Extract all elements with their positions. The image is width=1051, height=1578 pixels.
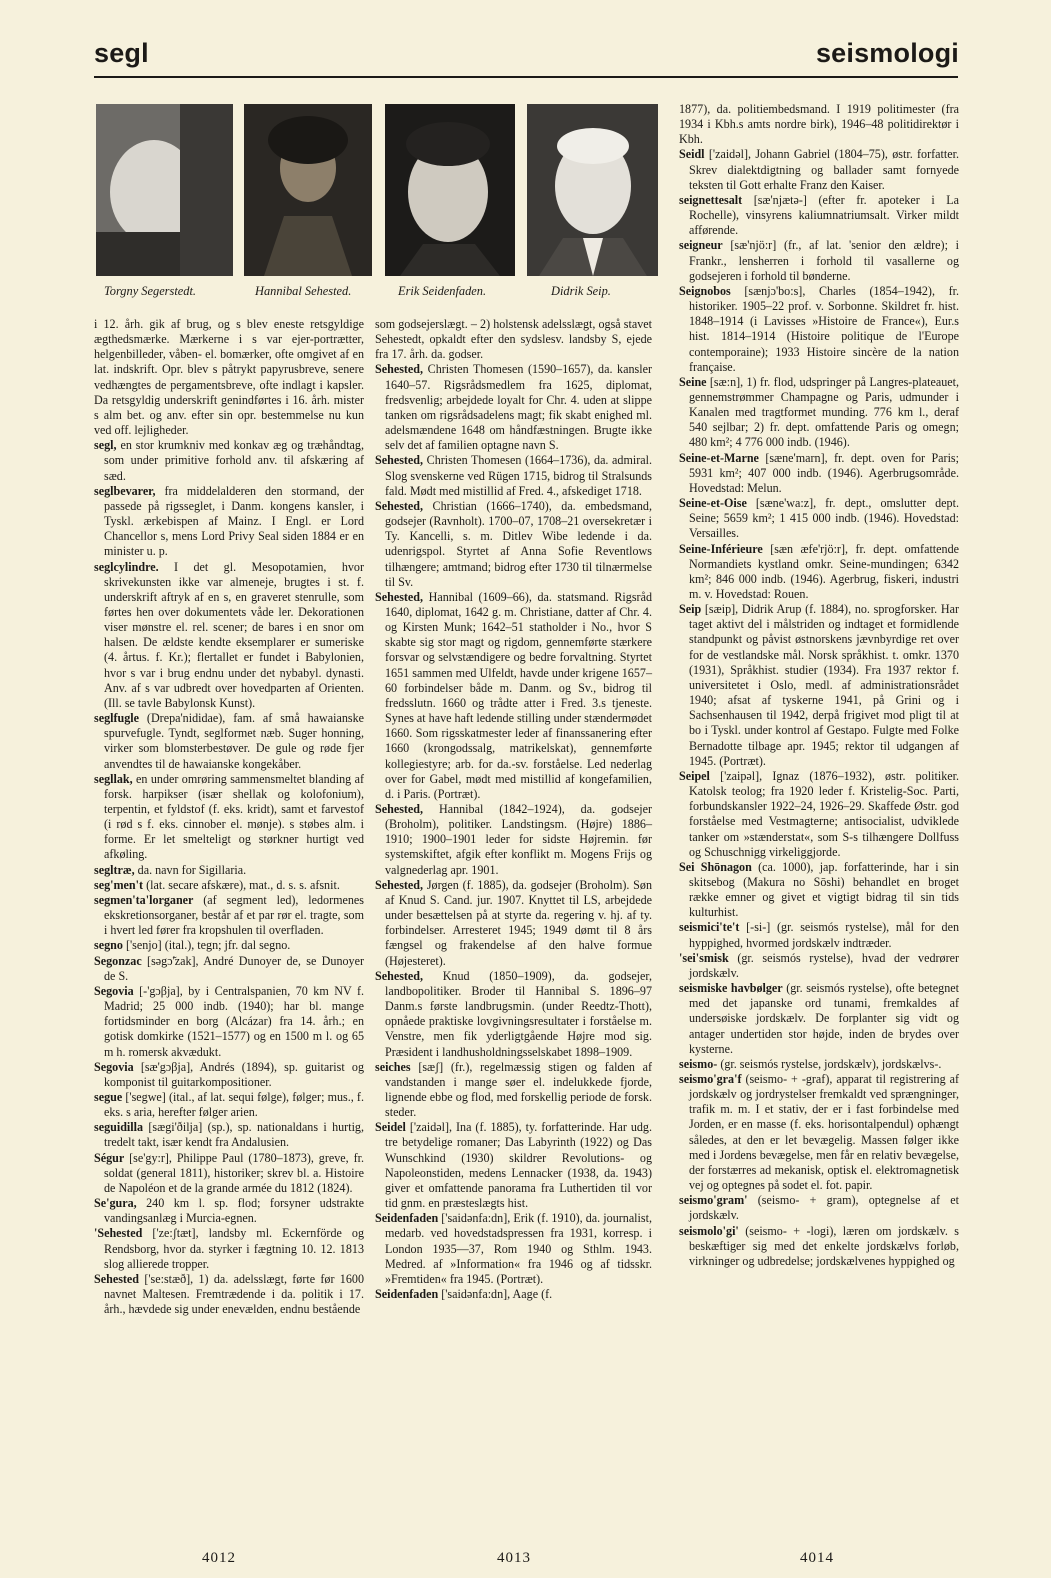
entry-text: ['zaipəl], Ignaz (1876–1932), østr. politiker. Katolsk teolog; fra 1920 leder f. Kristelig-Soc. Parti, forbundskansler 1922–24, 1926–29. Skaffede Østr. god forståelse med Vestmagterne; antisocialist, udviklede tanker om »stænderstat«, som S-s tilhængere Dollfuss og Schuschnigg virkeliggjorde.: [689, 768, 959, 859]
entry-headword: seglbevarer,: [94, 483, 156, 498]
entry-headword: Segovia: [94, 1059, 134, 1074]
dictionary-entry: [375, 362, 652, 453]
entry-headword: Sehested: [94, 1271, 140, 1286]
entry-headword: Sehested,: [375, 802, 424, 816]
entry-headword: Seine-et-Marne: [679, 450, 759, 465]
entry-text: [səgɔ̃'zak], André Dunoyer de, se Dunoyer de S.: [104, 953, 364, 983]
dictionary-entry: [679, 981, 959, 1057]
entry-text: [sæ:n], 1) fr. flod, udspringer på Langres-plateauet, gennemstrømmer Champagne og Paris, udmunder i Kanalen med tragtformet munding. 776 km l., deraf 540 sejlbar; 2) fr. dept. omfattende Paris og omegn; 480 km²; 4 776 000 indb. (1946).: [689, 374, 959, 450]
entry-headword: Seine-et-Oise: [679, 496, 747, 511]
dictionary-entry: [375, 1120, 652, 1211]
entry-text: Christian (1666–1740), da. embedsmand, godsejer (Ravnholt). 1700–07, 1708–21 oversekretær i Ty. Kancelli, s. m. Ditlev Wibe ledende i da. udenrigspol. Styrtet af Anna Sofie Reventlows tilhængere; amtmand; bidrog efter 1730 til tilnærmelse til Sv.: [385, 498, 653, 589]
entry-text: [sæne'wa:z], fr. dept., omslutter dept. Seine; 5659 km²; 1 415 000 indb. (1946). Hovedstad: Versailles.: [689, 496, 959, 541]
dictionary-entry: [94, 893, 364, 938]
entry-text: ['saidənfa:dn], Aage (f.: [441, 1287, 553, 1301]
entry-headword: Seine: [679, 374, 707, 389]
dictionary-entry: [375, 1211, 652, 1287]
entry-headword: seismiske havbølger: [679, 981, 783, 996]
dictionary-entry: [94, 560, 364, 712]
entry-text: i 12. årh. gik af brug, og s blev eneste retsgyldige ægthedsmærke. Mærkerne i s var ejer-portrætter, helgenbilleder, våben- el. bomærker, ofte omgivet af en lat. indskrift. Opr. blev s påtrykt papyrusbreve, senere vedhængtes de pergamentsbreve, ofte indlagt i kapsler. Da retsgyldig underskrift genindførtes i 16. årh. mister s alm bet. og anv. efter sin opr. bestemmelse nu kun ved off. lejligheder.: [94, 317, 364, 438]
dictionary-entry: [375, 499, 652, 590]
entry-text: (seismo- + -graf), apparat til registrering af jordskælv og jordrystelser fremkaldt ved sprængninger, trafik m. m. I et stativ, der er i fast forbindelse med Jorden, er en masse (f. eks. horisontalpendul) ophængt således, at den er let bevægelig. Massen følger ikke med i Jordens bevægelse, men får en relativ bevægelse, der forstærres ad mekanisk, optisk el. elektromagnetisk vej og optegnes på sodet el. fot. papir.: [689, 1072, 959, 1193]
entry-text: [sæne'marn], fr. dept. oven for Paris; 5931 km²; 407 000 indb. (1946). Agerbrugsområde. Hovedstad: Melun.: [689, 450, 960, 495]
entry-text: ['zaidəl], Johann Gabriel (1804–75), østr. forfatter. Skrev dialektdigtning og ballader samt fornyede teksten til Gott erhalte Franz den Kaiser.: [689, 147, 959, 192]
dictionary-entry: [679, 284, 959, 375]
entry-text: 240 km l. sp. flod; forsyner udstrakte vandingsanlæg i Murcia-egnen.: [104, 1196, 364, 1226]
dictionary-entry: [94, 711, 364, 772]
entry-text: en stor krumkniv med konkav æg og træhåndtag, som under primitive forhold anv. til afskæring af sæd.: [104, 438, 364, 483]
dictionary-entry: [94, 1060, 364, 1090]
portrait-seidenfaden: [385, 104, 515, 276]
entry-headword: seguidilla: [94, 1120, 144, 1135]
entry-headword: Sei Shōnagon: [679, 859, 752, 874]
portrait-segerstedt: [96, 104, 233, 276]
dictionary-entry: [94, 1120, 364, 1150]
entry-headword: seglfugle: [94, 711, 140, 726]
entry-headword: seignettesalt: [679, 192, 743, 207]
entry-headword: seigneur: [679, 238, 723, 253]
entry-headword: Seidl: [679, 147, 705, 162]
entry-text: ['senjo] (ital.), tegn; jfr. dal segno.: [125, 938, 291, 953]
entry-headword: segl,: [94, 438, 117, 453]
dictionary-entry: [679, 1072, 959, 1193]
entry-headword: seismolo'gi': [679, 1223, 739, 1238]
dictionary-entry: [94, 1090, 364, 1120]
entry-text: (seismo- + gram), optegnelse af et jordskælv.: [689, 1193, 960, 1223]
entry-text: (lat. secare afskære), mat., d. s. s. afsnit.: [146, 877, 340, 892]
dictionary-entry: [94, 317, 364, 438]
entry-text: ['saidənfa:dn], Erik (f. 1910), da. journalist, medarb. ved hovedstadspressen fra 1931, korresp. i London 1935—37, Rom 1940 og Sthlm. 1943. Medred. af »Information« fra 1946 og af tidsskr. »Fremtiden« fra 1945. (Portræt).: [385, 1211, 652, 1286]
entry-text: Hannibal (1609–66), da. statsmand. Rigsråd 1640, diplomat, 1642 g. m. Christiane, datter af Chr. 4. og Kirsten Munk; 1642–51 statholder i No., hvor S skabte sig stor magt og rigdom, gennemførte stærkere forsvar og selvstændigere og bedre forvaltning. Styrtet 1651 sammen med Ulfeldt, havde under krigene 1657–60 forbindelser både m. Danm. og Sv., bidrog til fredsslutn. 1660 og trådte atter i Fred. 3.s tjeneste. Synes at have haft ledende stilling under stændermødet 1660. Som rigsskatmester leder af finanssanering efter 1660 (krongodssalg, matrikelskat), gennemførte kollegiestyre; arb. for da.-sv. forståelse. Led nederlag over for Gabel, mødt med mistillid af kongefamilien, d. i Paris. (Portræt).: [385, 589, 653, 801]
portrait-seip: [527, 104, 658, 276]
dictionary-entry: [679, 496, 959, 541]
entry-text: [se'gy:r], Philippe Paul (1780–1873), greve, fr. soldat (general 1811), historiker; skrev bl. a. Histoire de Napoléon et de la grande armée du 1812 (1824).: [104, 1150, 364, 1195]
dictionary-entry: [94, 878, 364, 893]
page-number-left: 4012: [202, 1550, 236, 1566]
entry-headword: Se'gura,: [94, 1196, 137, 1211]
caption-seip: Didrik Seip.: [551, 284, 611, 298]
entry-headword: seglcylindre.: [94, 559, 159, 574]
dictionary-entry: [94, 1196, 364, 1226]
dictionary-entry: [679, 769, 959, 860]
entry-text: da. navn for Sigillaria.: [137, 862, 247, 877]
dictionary-entry: [679, 238, 959, 283]
entry-headword: seismo'gram': [679, 1193, 748, 1208]
entry-headword: Segovia: [94, 983, 134, 998]
entry-headword: Ségur: [94, 1150, 125, 1165]
entry-text: (ca. 1000), jap. forfatterinde, har i sin skitsebog (Makura no Sōshi) behandlet en broget række emner og givet et vigtigt bidrag til sin tids kulturhist.: [689, 859, 959, 920]
dictionary-entry: [94, 1151, 364, 1196]
dictionary-entry: [679, 602, 959, 769]
entry-headword: seiches: [375, 1059, 411, 1074]
entry-text: ['zaidəl], Ina (f. 1885), ty. forfatterinde. Har udg. tre betydelige romaner; Das Labyrinth (1922) og Das Wunschkind (1930) skildrer Revolutions- og Napoleonstiden, medens Lennacker (1938, da. 1943) giver et omfattende panorama fra Luthertiden til vor tid gnm. en præsteslægts hist.: [385, 1120, 652, 1211]
dictionary-entry: [679, 375, 959, 451]
dictionary-entry: [94, 484, 364, 560]
entry-text: [sæʃ] (fr.), regelmæssig stigen og falden af vandstanden i mange søer el. indelukkede fjorde, lignende ebbe og flod, med forskellig periode de forsk. steder.: [385, 1059, 652, 1120]
entry-text: ['se:stæð], 1) da. adelsslægt, førte før 1600 navnet Maltesen. Fremtrædende i da. politik i 17. årh., hævdede sig under enevælden, endnu bestående: [104, 1271, 364, 1317]
entry-text: I det gl. Mesopotamien, hvor skrivekunsten ikke var almeneje, brugtes i st. f. underskrift aftryk af en s, en graveret stenrulle, som førtes hen over dokumentets våde ler. Dekorationen viser mønstre el. rel. scener; de bares i en snor om halsen. De ældste kendte eksemplarer er sumeriske (4. årtus. f. Kr.); flertallet er fundet i Babylonien, hvor s var i brug endnu under det nybabyl. dynasti. Anv. af s var udbredt over hovedparten af Orienten. (Ill. se tavle Babylonsk Kunst).: [104, 559, 364, 710]
entry-headword: seismo'gra'f: [679, 1072, 742, 1086]
dictionary-entry: [679, 860, 959, 921]
dictionary-entry: [679, 951, 959, 981]
entry-text: Christen Thomesen (1664–1736), da. admiral. Slog svenskerne ved Rügen 1715, bidrog til Stralsunds fald. Mødt med mistillid af Fred. 4., afskediget 1718.: [385, 453, 652, 498]
dictionary-entry: [679, 147, 959, 192]
entry-text: [sæ'njö:r] (fr., af lat. 'senior den ældre); i Frankr., lensherren i forhold til vasallerne og godsejeren i forhold til bønderne.: [689, 238, 959, 283]
entry-headword: segltræ,: [94, 862, 135, 877]
entry-headword: segllak,: [94, 771, 133, 786]
entry-headword: Sehested,: [375, 362, 424, 377]
page-number-middle: 4013: [497, 1550, 531, 1566]
entry-text: en under omrøring sammensmeltet blanding af forsk. harpikser (især shellak og kolofonium), terpentin, et fyldstof (f. eks. kridt), samt et farvestof (i rød s f. eks. cinnober el. mønje). s støbes alm. i forme. Er let smelteligt og størkner hurtigt ved afkøling.: [104, 771, 364, 862]
entry-headword: Seidenfaden: [375, 1211, 439, 1226]
caption-sehested: Hannibal Sehested.: [255, 284, 352, 298]
entry-text: ['ze:ʃtæt], landsby ml. Eckernförde og Rendsborg, hvor da. styrker i fægtning 10. 12. 1813 slog allierede tropper.: [104, 1226, 364, 1271]
entry-headword: seismici'te't: [679, 920, 740, 935]
entry-headword: segmen'ta'lorganer: [94, 892, 194, 907]
entry-text: (Drepa'nididae), fam. af små hawaianske spurvefugle. Tyndt, seglformet næb. Suger honning, virker som blomsterbestøver. De gule og røde fjer anvendtes til de hawaianske kongekåber.: [104, 711, 365, 771]
dictionary-entry: [94, 772, 364, 863]
entry-text: [-'gɔβja], by i Centralspanien, 70 km NV f. Madrid; 25 000 indb. (1940); har bl. mange fortidsminder en borg (Alcázar) fra 14. årh.; en gotisk domkirke (1521–1577) og en 1500 m l. og 65 m h. romersk akvædukt.: [104, 983, 365, 1059]
entry-headword: Sehested,: [375, 498, 424, 513]
caption-seidenfaden: Erik Seidenfaden.: [398, 284, 487, 298]
entry-text: (gr. seismós rystelse), hvad der vedrører jordskælv.: [689, 950, 959, 980]
entry-headword: seismo-: [679, 1056, 718, 1071]
entry-headword: Sehested,: [375, 968, 424, 983]
entry-text: [sæ'gɔβja], Andrés (1894), sp. guitarist og komponist til guitarkompositioner.: [104, 1059, 364, 1089]
entry-headword: segue: [94, 1089, 123, 1104]
entry-headword: 'Sehested: [94, 1226, 143, 1241]
entry-text: Christen Thomesen (1590–1657), da. kansler 1640–57. Rigsrådsmedlem fra 1625, diplomat, fredsvenlig; arbejdede loyalt for Chr. 4. uden at slippe tanken om rigsrådsadelens magt; fik skabt enighed ml. adelsmændene 1648 om håndfæstningen. Brugte ikke selv det af familien optagne navn S.: [385, 362, 652, 453]
entry-headword: Seidenfaden: [375, 1287, 439, 1301]
dictionary-entry: [94, 984, 364, 1060]
dictionary-entry: [375, 878, 652, 969]
dictionary-entry: [94, 1272, 364, 1317]
entry-headword: Segonzac: [94, 953, 142, 968]
entry-headword: Seidel: [375, 1120, 406, 1135]
dictionary-entry: [679, 920, 959, 950]
dictionary-entry: [679, 451, 959, 496]
dictionary-entry: [375, 1287, 652, 1302]
dictionary-entry: [94, 954, 364, 984]
entry-text: [sænjɔ'bo:s], Charles (1854–1942), fr. historiker. 1905–22 prof. v. Sorbonne. Skildret fr. hist. 1848–1914 (i Lavisses »Histoire de France«), Eur.s hist. 1814–1914 (Histoire politique de l'Europe contemporaine); 1933 Histoire sincère de la nation française.: [689, 283, 959, 374]
entry-text: [sæn æfe'rjö:r], fr. dept. omfattende Normandiets kystland omkr. Seine-mundingen; 6342 km²; 846 000 indb. (1946). Agerbrug, fiskeri, industri m. v. Hovedstad: Rouen.: [689, 541, 959, 601]
dictionary-entry: [375, 590, 652, 802]
entry-text: (gr. seismós rystelse, jordskælv), jordskælvs-.: [720, 1056, 942, 1071]
entry-headword: 'sei'smisk: [679, 950, 729, 965]
running-head-left: segl: [94, 38, 149, 68]
portrait-sehested: [244, 104, 372, 276]
entry-headword: Seignobos: [679, 283, 731, 298]
entry-text: Knud (1850–1909), da. godsejer, landbopolitiker. Broder til Hannibal S. 1896–97 Danm.s første landbrugsmin. (under Reedtz-Thott), opnåede praktiske lovgivningsresultater i forståelse m. Venstre, men fik yderligtgående Højre mod sig. Præsident i landhusholdningsselskabet 1898–1909.: [385, 968, 652, 1059]
entry-text: [sæip], Didrik Arup (f. 1884), no. sprogforsker. Har taget aktivt del i målstriden og indtaget et formidlende standpunkt og påvist østnorskens jævnbyrdige ret over for de vestlandske mål. Norsk språkhist. t. omkr. 1370 (1931), Språkhist. studier (1934). Fra 1937 rektor f. universitetet i Oslo, medl. af administrationsrådet 1940; afsat af tyskerne 1941, på Grini og i Sachsenhausen til 1942, derpå frigivet mod pligt til at bo i Tyskl. under kontrol af Gestapo. Fulgte med Folke Bernadotte tilbage apr. 1945; rektor til udgangen af 1945. (Portræt).: [689, 602, 959, 768]
entry-headword: Sehested,: [375, 877, 424, 892]
column-middle: [375, 317, 652, 1302]
dictionary-entry: [375, 969, 652, 1060]
entry-text: ['segwe] (ital., af lat. sequi følge), følger; mus., f. eks. s aria, herefter følger arien.: [104, 1089, 364, 1120]
dictionary-entry: [94, 863, 364, 878]
dictionary-entry: [679, 102, 959, 147]
dictionary-entry: [94, 438, 364, 483]
dictionary-entry: [375, 1060, 652, 1121]
dictionary-entry: [94, 938, 364, 953]
entry-text: (af segment led), ledormenes ekskretionsorganer, består af et par rør el. tragte, som i hvert led fører fra kropshulen til overfladen.: [104, 892, 364, 938]
entry-text: 1877), da. politiembedsmand. I 1919 politimester (fra 1934 i Kbh.s amts nordre birk), 1946–48 politidirektør i Kbh.: [679, 102, 959, 147]
dictionary-entry: [94, 1226, 364, 1271]
entry-text: [sæ'njætə-] (efter fr. apoteker i La Rochelle), vinsyrens kaliumnatriumsalt. Virker mildt afførende.: [689, 192, 959, 238]
caption-segerstedt: Torgny Segerstedt.: [104, 284, 197, 298]
entry-text: (seismo- + -logi), læren om jordskælv. s beskæftiger sig med det enkelte jordskælvs forløb, virkninger og udbredelse; jordskælvenes hyppighed og: [689, 1223, 959, 1268]
dictionary-entry: [679, 1224, 959, 1269]
entry-text: fra middelalderen den stormand, der passede på rigsseglet, i Danm. kongens kansler, i Tyskl. ærkebispen af Mainz. I Engl. er Lord Chancellor s, mens Lord Privy Seal siden 1884 er en minister u. p.: [104, 483, 364, 559]
entry-text: [sægi'ðilja] (sp.), sp. nationaldans i hurtig, tredelt takt, især kendt fra Andalusien.: [104, 1120, 364, 1150]
running-head-right: seismologi: [815, 38, 959, 68]
dictionary-entry: [375, 802, 652, 878]
entry-headword: Sehested,: [375, 453, 424, 468]
header-rule: [94, 76, 958, 78]
page-number-right: 4014: [800, 1550, 834, 1566]
dictionary-entry: [375, 317, 652, 362]
entry-text: Hannibal (1842–1924), da. godsejer (Broholm), politiker. Landstingsm. (Højre) 1886–1910; 1900–1901 leder for sidste Højremin. før systemskiftet, afgik efter konflikt m. Mogens Frijs og valgnederlag apr. 1901.: [385, 802, 652, 877]
column-right: [679, 102, 959, 1269]
entry-headword: Seipel: [679, 768, 710, 783]
entry-text: (gr. seismós rystelse), ofte betegnet med det japanske ord tunami, fremkaldes af undersøiske jordskælv. De forplanter sig vidt og antager undertiden stor højde, inden de brydes over kysterne.: [689, 981, 959, 1056]
column-left: [94, 317, 364, 1317]
dictionary-entry: [375, 453, 652, 498]
entry-text: [-si-] (gr. seismós rystelse), mål for den hyppighed, hvormed jordskælv indtræder.: [689, 920, 959, 950]
dictionary-entry: [679, 1057, 959, 1072]
entry-headword: segno: [94, 938, 123, 953]
dictionary-entry: [679, 193, 959, 238]
dictionary-entry: [679, 542, 959, 603]
dictionary-entry: [679, 1193, 959, 1223]
entry-headword: Seip: [679, 602, 702, 617]
entry-text: Jørgen (f. 1885), da. godsejer (Broholm). Søn af Knud S. Cand. jur. 1907. Knyttet til LS, arbejdede under besættelsen på at styrte da. regering v. hj. af ty. forbindelser. Arresteret 1945; 1949 dømt til 8 års fængsel og frakendelse af den halve formue (Højesteret).: [385, 877, 652, 968]
entry-headword: seg'men't: [94, 877, 144, 892]
entry-headword: Sehested,: [375, 589, 424, 604]
entry-text: som godsejerslægt. – 2) holstensk adelsslægt, også stavet Sehestedt, opkaldt efter den sydslesv. landsby S, ejede fra 17. årh. da. godser.: [375, 317, 652, 362]
entry-headword: Seine-Inférieure: [679, 541, 763, 556]
